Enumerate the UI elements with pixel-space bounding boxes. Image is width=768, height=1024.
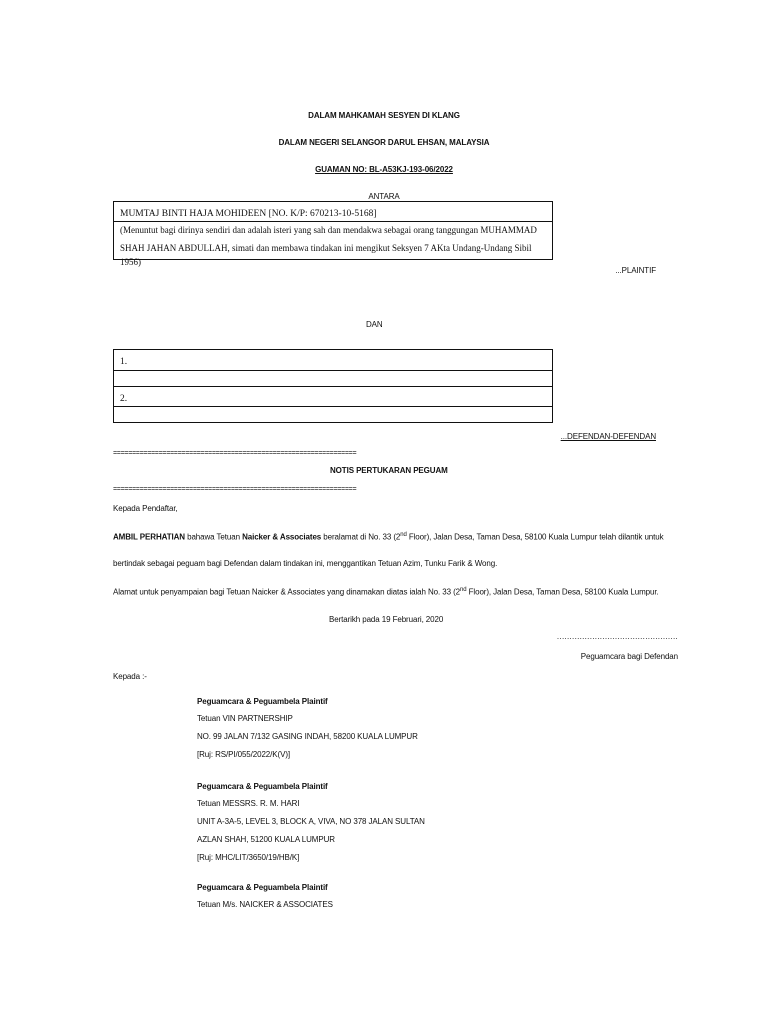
signature-dots: ................................................ bbox=[556, 632, 678, 641]
notice-title: NOTIS PERTUKARAN PEGUAM bbox=[330, 466, 448, 475]
defendant-item-1: 1. bbox=[120, 357, 128, 367]
paragraph-1: AMBIL PERHATIAN bahawa Tetuan Naicker & Associates beralamat di No. 33 (2nd Floor), Jalan Desa, Taman Desa, 58100 Kuala Lumpur telah dilantik untuk bbox=[113, 532, 664, 542]
plaintiff-desc-line2: SHAH JAHAN ABDULLAH, simati dan membawa tindakan ini mengikut Seksyen 7 AKta Undang-Undang Sibil 1956) bbox=[120, 243, 532, 267]
divider-top: ================================================================ bbox=[113, 450, 357, 458]
paragraph-2: bertindak sebagai peguam bagi Defendan dalam tindakan ini, menggantikan Tetuan Azim, Tunku Farik & Wong. bbox=[113, 559, 498, 568]
case-number: GUAMAN NO: BL-A53KJ-193-06/2022 bbox=[315, 165, 453, 174]
plaintiff-name: MUMTAJ BINTI HAJA MOHIDEEN [NO. K/P: 670213-10-5168] bbox=[120, 209, 377, 219]
dated-line: Bertarikh pada 19 Februari, 2020 bbox=[329, 615, 444, 624]
defendant-label: ...DEFENDAN-DEFENDAN bbox=[560, 432, 656, 441]
firm-name: Naicker & Associates bbox=[242, 532, 322, 542]
recipient-line: AZLAN SHAH, 51200 KUALA LUMPUR bbox=[197, 835, 335, 844]
recipient-line: [Ruj: RS/PI/055/2022/K(V)] bbox=[197, 750, 291, 759]
recipient-block-3 bbox=[197, 883, 333, 918]
recipient-title: Peguamcara & Peguambela Plaintif bbox=[197, 697, 328, 706]
recipient-line: UNIT A-3A-5, LEVEL 3, BLOCK A, VIVA, NO 378 JALAN SULTAN bbox=[197, 817, 425, 826]
state-title: DALAM NEGERI SELANGOR DARUL EHSAN, MALAYSIA bbox=[278, 138, 490, 147]
recipient-line: Tetuan VIN PARTNERSHIP bbox=[197, 714, 293, 723]
recipient-line: Tetuan M/s. NAICKER & ASSOCIATES bbox=[197, 900, 333, 909]
plaintiff-box bbox=[113, 201, 553, 267]
recipient-line: Tetuan MESSRS. R. M. HARI bbox=[197, 799, 300, 808]
recipient-block-1 bbox=[197, 697, 418, 768]
divider-bottom: ================================================================ bbox=[113, 486, 357, 494]
recipient-line: [Ruj: MHC/LIT/3650/19/HB/K] bbox=[197, 853, 300, 862]
ambil-perhatian: AMBIL PERHATIAN bbox=[113, 532, 185, 542]
salutation: Kepada Pendaftar, bbox=[113, 504, 178, 513]
recipient-title: Peguamcara & Peguambela Plaintif bbox=[197, 782, 328, 791]
recipient-line: NO. 99 JALAN 7/132 GASING INDAH, 58200 KUALA LUMPUR bbox=[197, 732, 418, 741]
antara-label: ANTARA bbox=[368, 192, 400, 201]
defendant-item-2: 2. bbox=[120, 394, 128, 404]
dan-label: DAN bbox=[366, 320, 383, 329]
plaintiff-desc-line1: (Menuntut bagi dirinya sendiri dan adalah isteri yang sah dan mendakwa sebagai orang tanggungan MUHAMMAD bbox=[120, 225, 537, 235]
recipient-title: Peguamcara & Peguambela Plaintif bbox=[197, 883, 328, 892]
court-title: DALAM MAHKAMAH SESYEN DI KLANG bbox=[308, 111, 460, 120]
recipient-block-2 bbox=[197, 782, 425, 871]
defendant-box bbox=[113, 349, 553, 423]
plaintiff-label: ...PLAINTIF bbox=[615, 266, 656, 275]
kepada-label: Kepada :- bbox=[113, 672, 147, 681]
paragraph-3: Alamat untuk penyampaian bagi Tetuan Naicker & Associates yang dinamakan diatas ialah No. 33 (2nd Floor), Jalan Desa, Taman Desa, 58100 Kuala Lumpur. bbox=[113, 587, 659, 597]
signature-label: Peguamcara bagi Defendan bbox=[580, 652, 678, 661]
